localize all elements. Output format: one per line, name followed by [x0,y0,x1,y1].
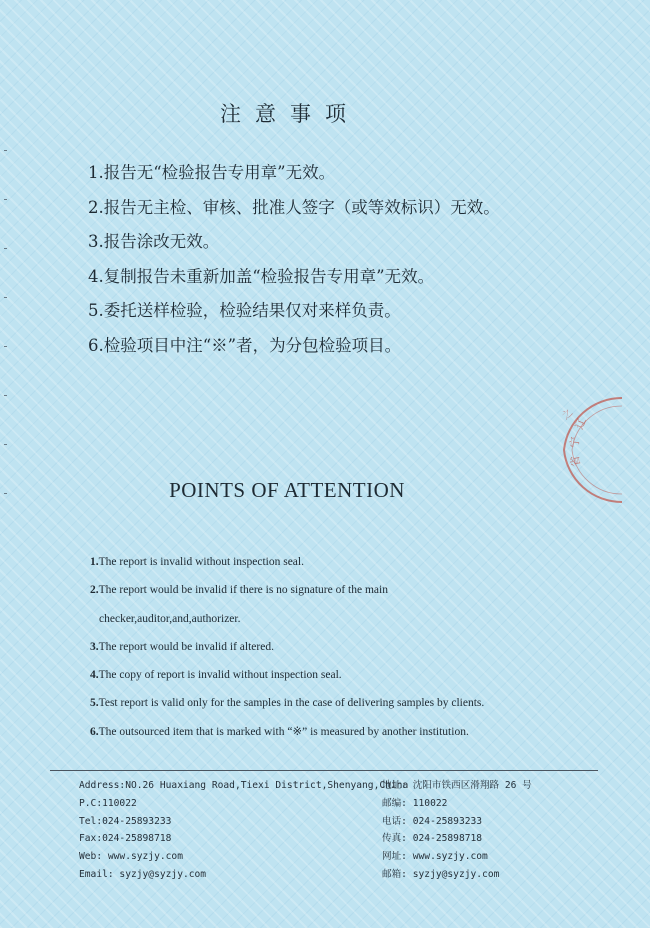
contact-telephone-cn: 电话: 024-25893233 [382,815,483,827]
contact-info-english [79,778,408,885]
contact-fax-cn: 传真: 024-25898718 [382,833,483,845]
english-notice-item: 4.The copy of report is invalid without inspection seal. [90,669,342,682]
chinese-notice-item: 1.报告无“检验报告专用章”无效。 [88,163,336,182]
contact-email-cn: 邮箱: syzjy@syzjy.com [382,868,500,880]
english-notice-list [90,552,484,750]
chinese-notice-item: 3.报告涂改无效。 [88,232,220,251]
svg-text:辽: 辽 [572,416,589,432]
chinese-notice-item: 6.检验项目中注“※”者，为分包检验项目。 [88,335,402,355]
contact-address: Address:NO.26 Huaxiang Road,Tiexi District,Shenyang,China [79,780,409,791]
english-notice-item: 5.Test report is valid only for the samples in the case of delivering samples by clients. [90,697,485,710]
footer-divider [50,770,598,771]
contact-website: Web: www.syzjy.com [79,851,183,863]
english-notice-item: 2.The report would be invalid if there is no signature of the main [90,584,388,597]
svg-text:之: 之 [560,407,576,423]
english-notice-item: 6.The outsourced item that is marked with “※” is measured by another institution. [90,725,469,738]
contact-website-cn: 网址: www.syzjy.com [382,851,488,863]
english-notice-item-continuation: checker,auditor,and,authorizer. [99,612,241,625]
english-notice-item: 1.The report is invalid without inspection seal. [90,556,304,568]
chinese-notice-item: 5.委托送样检验，检验结果仅对来样负责。 [88,301,401,320]
svg-text:省: 省 [568,454,583,468]
contact-fax: Fax:024-25898718 [79,833,172,845]
svg-text:宁: 宁 [568,436,582,449]
contact-info-chinese [382,778,532,885]
contact-postcode: P.C:110022 [79,797,137,809]
english-title: POINTS OF ATTENTION [169,478,405,502]
chinese-notice-item: 2.报告无主检、审核、批准人签字（或等效标识）无效。 [88,197,500,217]
contact-email: Email: syzjy@syzjy.com [79,868,207,880]
chinese-notice-item: 4.复制报告未重新加盖“检验报告专用章”无效。 [88,266,435,286]
english-notice-item: 3.The report would be invalid if altered. [90,640,274,653]
contact-postcode-cn: 邮编: 110022 [382,797,448,809]
contact-telephone: Tel:024-25893233 [79,815,172,827]
chinese-title: 注意事项 [220,102,360,126]
chinese-notice-list [88,160,500,367]
contact-address-cn: 地址: 沈阳市铁西区滑翔路 26 号 [382,780,532,791]
